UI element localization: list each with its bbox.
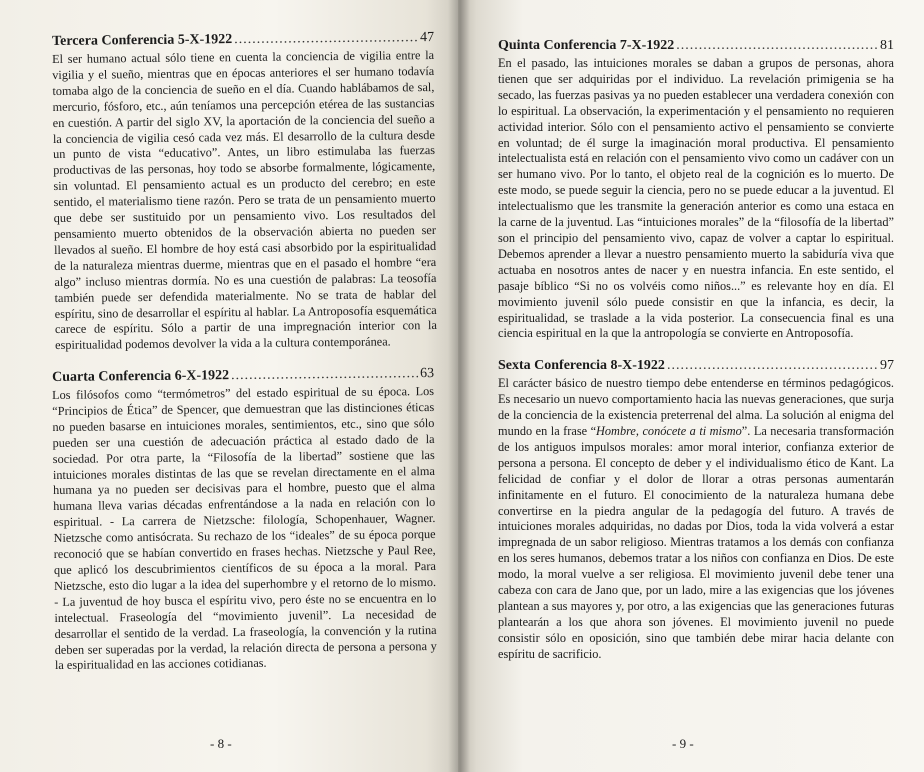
text-before-quote: El carácter básico de nuestro tiempo debe entenderse en términos pedagógicos. Es necesario un nuevo comportamiento hacia las nuevas generaciones, que surja de la conciencia de la existencia preterrenal del alma. La solución al enigma del mundo en la frase “: [498, 376, 894, 439]
section-text: En el pasado, las intuiciones morales se daban a grupos de personas, ahora tienen que ser adquiridas por el individuo. La revelación primigenia se ha secado, las fuerzas pasivas ya no pueden establecer una verdadera conexión con lo espiritual. La observación, la experimentación y el pensamiento no requieren actividad interior. Sólo con el pensamiento activo el pensamiento se convierte en voluntad; de él surge la imaginación moral productiva. El pensamiento intelectualista está en relación con el pensamiento vivo como un cadáver con un ser humano vivo. Por lo tanto, el objeto real de la cognición es lo muerto. De este modo, se puede seguir la ciencia, pero no se puede educar a la juventud. El intelectualismo que les transmite la generación anterior es como una estaca en la carne de la juventud. Las “intuiciones morales” de la “filosofía de la libertad” son el principio del pensamiento vivo, capaz de volver a captar lo espiritual. Debemos aprender a llevar a nuestro pensamiento muerto la sabiduría viva que actuaba en nosotros antes de nacer y en nuestra infancia. En este sentido, el pasaje bíblico “Si no os volvéis como niños...” es relevante hoy en día. El movimiento juvenil sólo puede consistir en que la infancia, es decir, la espiritualidad, se traslade a la vida posterior. La consecuencia final es una ciencia espiritual en la que la antropología se convierte en Antroposofía.: [498, 56, 894, 341]
section-heading: [52, 30, 434, 50]
section-heading: [498, 358, 894, 374]
section-heading: [498, 38, 894, 54]
left-page: [0, 0, 458, 772]
section-text: Los filósofos como “termómetros” del estado espiritual de su época. Los “Principios de Ética” de Spencer, que demuestran que las distinciones éticas no pueden basarse en intuiciones morales, sentimientos, etc., sino que sólo pueden ser una cuestión de adecuación práctica al estado dado de la sociedad. Por otra parte, la “Filosofía de la libertad” sostiene que las intuiciones morales distintas de las que se revelan directamente en el alma humana ya no pueden ser decisivas para el hombre, puesto que el alma humana lleva varias décadas enfrentándose a la nada en relación con lo espiritual. - La carrera de Nietzsche: filología, Schopenhauer, Wagner. Nietzsche como antisócrata. Su rechazo de los “ideales” de su época porque reconoció que se habían convertido en frases hechas. Nietzsche y Paul Ree, que aplicó los descubrimientos científicos de su época a la moral. Para Nietzsche, esto dio lugar a la idea del superhombre y el retorno de lo mismo. - La juventud de hoy busca el espíritu vivo, pero éste no se encuentra en lo intelectual. Fraseología del “movimiento juvenil”. La necesidad de desarrollar el sentido de la verdad. La fraseología, la convención y la rutina deben ser superadas por la verdad, la relación directa de persona a persona y la espiritualidad en las acciones cotidianas.: [52, 384, 437, 673]
section-title: Tercera Conferencia 5-X-1922: [52, 32, 233, 49]
text-after-quote: ”. La necesaria transformación de los antiguos impulsos morales: amor moral interior, confianza exterior de persona a persona. El concepto de deber y el individualismo ético de Kant. La felicidad de confiar y el dolor de llorar a otras personas aumentarán infinitamente en el futuro. El conocimiento de la naturaleza humana debe convertirse en la piedra angular de la pedagogía del futuro. A través de intuiciones morales adquiridas, no dadas por Dios, toda la vida volverá a estar impregnada de un sabor religioso. Mientras tratamos a los demás con confianza en los seres humanos, debemos tratar a los niños con confianza en Dios. De este modo, la moral vuelve a ser religiosa. El movimiento juvenil debe tener una cabeza con cara de Jano que, por un lado, mire a las exigencias que los jóvenes plantean a sus mayores y, por otro, a las exigencias que las generaciones futuras plantearán a los que ahora son jóvenes. El movimiento juvenil no puede consistir sólo en oposición, sino que también debe mirar hacia delante con espíritu de sacrificio.: [498, 424, 894, 661]
page-reference: 81: [880, 38, 894, 53]
page-reference: 97: [880, 358, 894, 374]
section-tercera-conferencia: [52, 29, 437, 354]
section-sexta-conferencia: [498, 358, 894, 662]
section-text: El ser humano actual sólo tiene en cuenta la conciencia de vigilia entre la vigilia y el sueño, mientras que en épocas anteriores el ser humano todavía tomaba algo de la conciencia de sueño en el día. Cuando hablábamos de sal, mercurio, fósforo, etc., aún teníamos una percepción etérea de las sustancias en cuestión. A partir del siglo XV, la aportación de la conciencia del sueño a la conciencia de vigilia cesó cada vez más. El desarrollo de la cultura desde un punto de vista “educativo”. Antes, un libro estimulaba las fuerzas productivas de las personas, hoy todo se absorbe formalmente, lógicamente, sin voluntad. El pensamiento actual es un producto del cerebro; en este sentido, el materialismo tiene razón. Pero se trata de un pensamiento muerto que debe ser sustituido por un pensamiento vivo. Los resultados del pensamiento muerto obtenidos de la observación abierta no pueden ser llevados al sueño. El hombre de hoy está casi absorbido por la espiritualidad de la naturaleza mientras duerme, mientras que en el pasado el hombre “era algo” incluso mientras dormía. No es una cuestión de palabras: La teosofía también puede ser defendida materialmente. No se trata de hablar del espíritu, sino de desarrollar el espíritu al hablar. La Antroposofía esquemática carece de espíritu. Sólo a partir de una impregnación interior con la espiritualidad podemos devolver la vida a la cultura contemporánea.: [52, 47, 437, 353]
page-number: - 8 -: [210, 736, 232, 751]
page-reference: 63: [419, 366, 435, 382]
section-title: Sexta Conferencia 8-X-1922: [498, 358, 665, 374]
right-page: [458, 0, 924, 772]
leader-dots: [667, 358, 878, 374]
leader-dots: [234, 30, 418, 48]
leader-dots: [676, 38, 878, 54]
section-title: Cuarta Conferencia 6-X-1922: [52, 368, 230, 386]
italic-quote: Hombre, conócete a ti mismo: [596, 424, 742, 439]
section-title: Quinta Conferencia 7-X-1922: [498, 38, 675, 53]
page-number: - 9 -: [672, 736, 694, 751]
section-text: [498, 376, 894, 662]
leader-dots: [231, 366, 418, 384]
section-quinta-conferencia: [498, 38, 894, 342]
page-reference: 47: [419, 29, 435, 46]
book-gutter-shadow: [448, 0, 470, 772]
section-cuarta-conferencia: [52, 366, 437, 674]
section-heading: [52, 366, 434, 386]
